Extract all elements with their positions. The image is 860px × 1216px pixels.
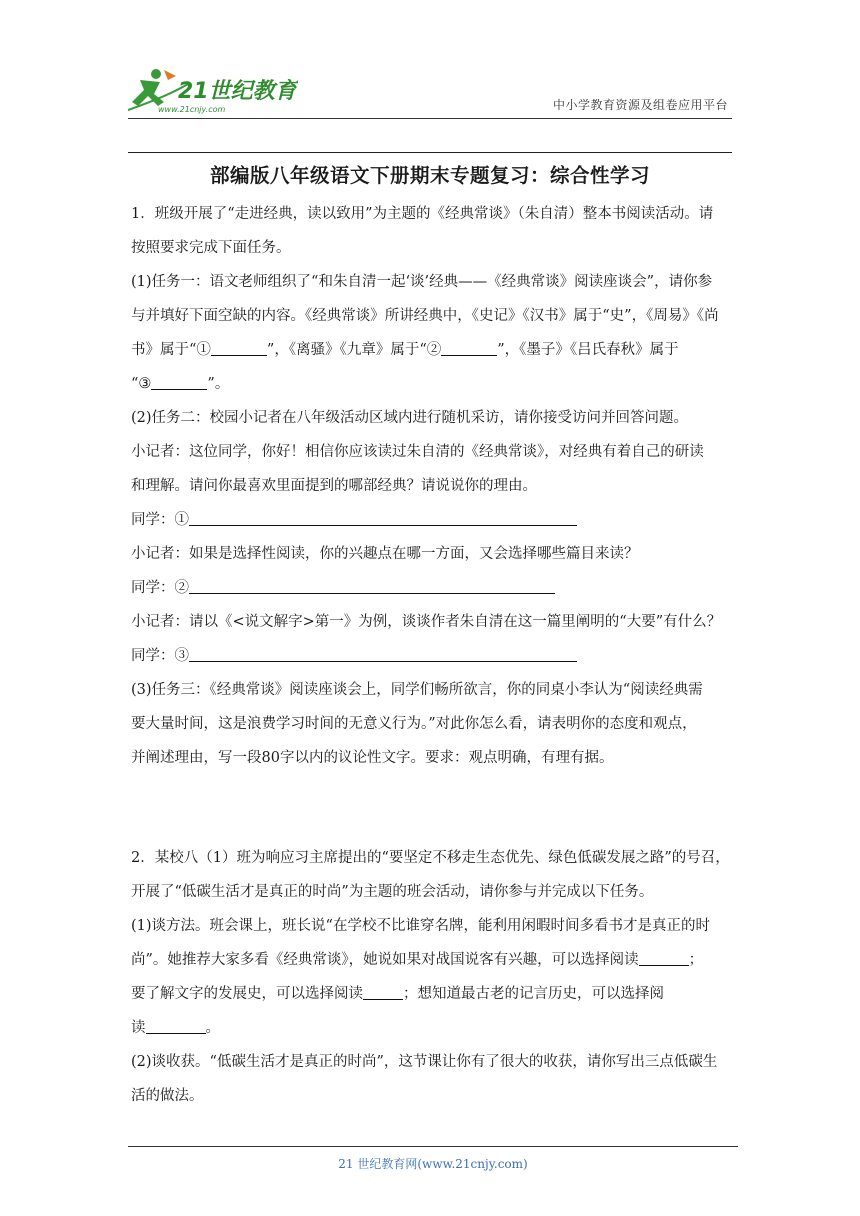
answer-2: 同学：② — [131, 576, 731, 597]
q1-line-4: 与并填好下面空缺的内容。《经典常谈》所讲经典中，《史记》《汉书》属于“史”，《周易》《尚 — [131, 308, 719, 324]
blank-1[interactable] — [211, 340, 267, 356]
reporter-q3: 小记者：请以《<说文解字>第一》为例，谈谈作者朱自清在这一篇里阐明的“大要”有什么？ — [131, 614, 722, 630]
blank-5[interactable] — [363, 984, 403, 1000]
logo-text: 21世纪教育 — [178, 79, 297, 104]
footer-link[interactable]: 21 世纪教育网(www.21cnjy.com) — [338, 1157, 528, 1171]
platform-name: 中小学教育资源及组卷应用平台 — [552, 98, 728, 112]
q2-line-1: 2．某校八（1）班为响应习主席提出的“要坚定不移走生态优先、绿色低碳发展之路”的号召， — [131, 850, 730, 866]
answer-3-blank[interactable] — [189, 646, 577, 662]
page-header — [128, 66, 732, 119]
reporter-q1a: 小记者：这位同学，你好！相信你应该读过朱自清的《经典常谈》，对经典有着自己的研读 — [131, 444, 704, 460]
blank-4[interactable] — [639, 950, 689, 966]
q2-line-3: (1)谈方法。班会课上，班长说“在学校不比谁穿名牌，能利用闲暇时间多看书才是真正的时 — [131, 918, 710, 934]
q1-line-5: 书》属于“① ”，《离骚》《九章》属于“② ”，《墨子》《吕氏春秋》属于 — [131, 342, 679, 358]
q2-line-4: 尚”。她推荐大家多看《经典常谈》，她说如果对战国说客有兴趣，可以选择阅读 ； — [131, 952, 704, 968]
footer-divider — [128, 1146, 738, 1147]
reporter-q2: 小记者：如果是选择性阅读，你的兴趣点在哪一方面，又会选择哪些篇目来读？ — [131, 546, 639, 562]
q1-line-1: 1．班级开展了“走进经典，读以致用”为主题的《经典常谈》（朱自清）整本书阅读活动。请 — [131, 206, 714, 222]
q1-task3-line-3: 并阐述理由，写一段80字以内的议论性文字。要求：观点明确，有理有据。 — [131, 750, 614, 766]
q2-line-6: 读 。 — [131, 1020, 220, 1036]
logo — [128, 66, 298, 114]
page-title: 部编版八年级语文下册期末专题复习：综合性学习 — [209, 164, 650, 187]
reporter-q1b: 和理解。请问你最喜欢里面提到的哪部经典？请说说你的理由。 — [131, 478, 537, 494]
answer-2-blank[interactable] — [189, 578, 555, 594]
q2-line-7: (2)谈收获。“低碳生活才是真正的时尚”，这节课让你有了很大的收获，请你写出三点低碳生 — [131, 1054, 718, 1070]
q1-line-6: “③ ”。 — [131, 376, 230, 392]
blank-3[interactable] — [151, 374, 207, 390]
q2-line-2: 开展了“低碳生活才是真正的时尚”为主题的班会活动，请你参与并完成以下任务。 — [131, 884, 654, 900]
header-divider — [128, 152, 732, 153]
blank-2[interactable] — [441, 340, 497, 356]
q1-line-3: (1)任务一：语文老师组织了“和朱自清一起‘谈’经典——《经典常谈》阅读座谈会”，请你参 — [131, 274, 713, 290]
q1-task2: (2)任务二：校园小记者在八年级活动区域内进行随机采访，请你接受访问并回答问题。 — [131, 410, 689, 426]
q1-line-2: 按照要求完成下面任务。 — [131, 240, 291, 256]
q2-line-8: 活的做法。 — [131, 1088, 204, 1104]
q1-task3-line-2: 要大量时间，这是浪费学习时间的无意义行为。”对此你怎么看，请表明你的态度和观点， — [131, 716, 697, 732]
blank-6[interactable] — [146, 1018, 206, 1034]
answer-1-blank[interactable] — [189, 510, 577, 526]
logo-url: www.21cnjy.com — [158, 105, 226, 114]
q1-task3-line-1: (3)任务三：《经典常谈》阅读座谈会上，同学们畅所欲言，你的同桌小李认为“阅读经典需 — [131, 682, 703, 698]
answer-3: 同学：③ — [131, 644, 731, 665]
answer-1: 同学：① — [131, 508, 731, 529]
q2-line-5: 要了解文字的发展史，可以选择阅读 ；想知道最古老的记言历史，可以选择阅 — [131, 986, 664, 1002]
